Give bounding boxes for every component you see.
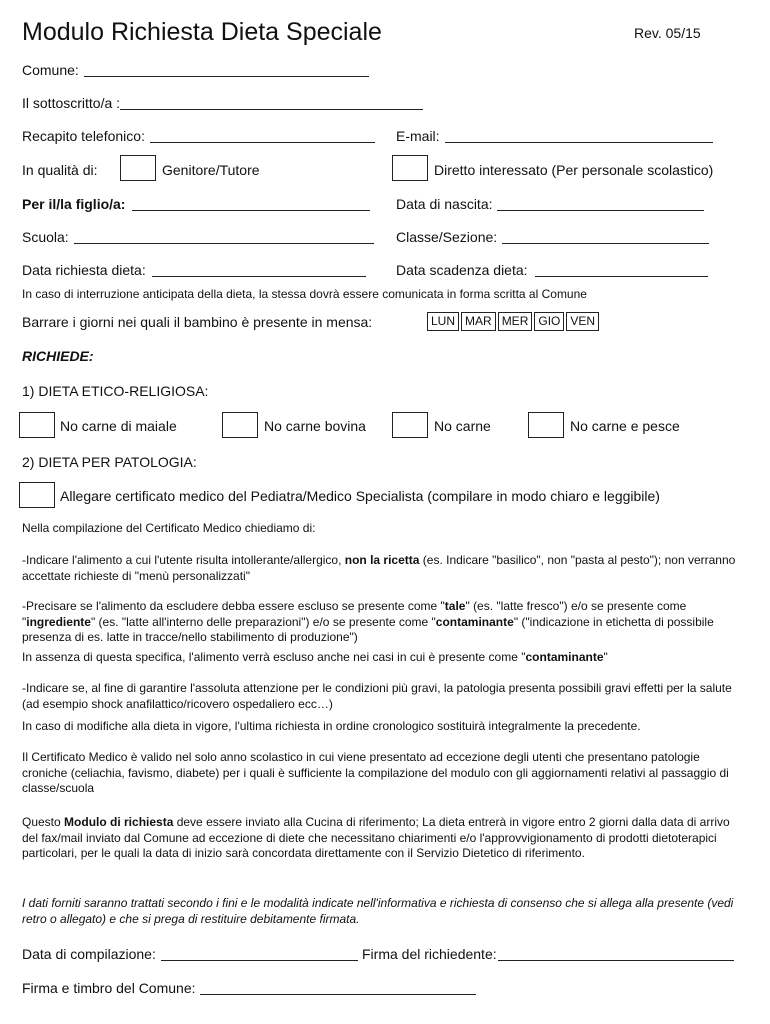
section2-title: 2) DIETA PER PATOLOGIA: bbox=[22, 454, 197, 470]
figlio-label: Per il/la figlio/a: bbox=[22, 196, 126, 212]
section1-title: 1) DIETA ETICO-RELIGIOSA: bbox=[22, 383, 209, 399]
mensa-label: Barrare i giorni nei quali il bambino è presente in mensa: bbox=[22, 314, 373, 330]
revision-label: Rev. 05/15 bbox=[634, 25, 701, 41]
no-maiale-label: No carne di maiale bbox=[60, 418, 177, 434]
nascita-field[interactable] bbox=[497, 210, 704, 211]
timbro-label: Firma e timbro del Comune: bbox=[22, 980, 196, 996]
scuola-field[interactable] bbox=[74, 243, 374, 244]
certificato-label: Allegare certificato medico del Pediatra/Medico Specialista (compilare in modo chiaro e leggibile) bbox=[60, 488, 660, 504]
no-carne-label: No carne bbox=[434, 418, 491, 434]
genitore-label: Genitore/Tutore bbox=[162, 162, 260, 178]
email-field[interactable] bbox=[445, 142, 713, 143]
no-bovina-checkbox[interactable] bbox=[222, 412, 258, 438]
richiesta-field[interactable] bbox=[152, 276, 366, 277]
certificato-checkbox[interactable] bbox=[19, 482, 55, 508]
email-label: E-mail: bbox=[396, 128, 440, 144]
scadenza-label: Data scadenza dieta: bbox=[396, 262, 528, 278]
instruction-modifiche: In caso di modifiche alla dieta in vigore, l'ultima richiesta in ordine cronologico sostituirà integralmente la precedente. bbox=[22, 719, 641, 733]
page-title: Modulo Richiesta Dieta Speciale bbox=[22, 18, 382, 46]
genitore-checkbox[interactable] bbox=[120, 155, 156, 181]
days-selector bbox=[427, 312, 601, 331]
comune-field[interactable] bbox=[84, 76, 369, 77]
classe-field[interactable] bbox=[502, 243, 709, 244]
no-maiale-checkbox[interactable] bbox=[19, 412, 55, 438]
instruction-validita: Il Certificato Medico è valido nel solo anno scolastico in cui viene presentato ad eccezione degli utenti che presentano patologie croniche (celiachia, favismo, diabete) per i quali è sufficiente la compilazione del modulo con gli aggiornamenti relativi al passaggio di classe/scuola bbox=[22, 750, 729, 795]
instruction-alimento: -Indicare l'alimento a cui l'utente risulta intollerante/allergico, non la ricetta (es. Indicare "basilico", non "pasta al pesto"); non verranno accettate richieste di "menù personalizzati" bbox=[22, 553, 736, 583]
day-mar[interactable]: MAR bbox=[461, 312, 496, 331]
firma-label: Firma del richiedente: bbox=[362, 946, 497, 962]
day-gio[interactable]: GIO bbox=[534, 312, 564, 331]
sottoscritto-field[interactable] bbox=[120, 109, 423, 110]
timbro-field[interactable] bbox=[200, 994, 476, 995]
sottoscritto-label: Il sottoscritto/a : bbox=[22, 95, 121, 111]
notice-text: In caso di interruzione anticipata della dieta, la stessa dovrà essere comunicata in forma scritta al Comune bbox=[22, 287, 587, 301]
no-carne-pesce-checkbox[interactable] bbox=[528, 412, 564, 438]
richiede-heading: RICHIEDE: bbox=[22, 348, 94, 364]
classe-label: Classe/Sezione: bbox=[396, 229, 498, 245]
no-carne-checkbox[interactable] bbox=[392, 412, 428, 438]
instructions-intro: Nella compilazione del Certificato Medico chiediamo di: bbox=[22, 521, 316, 535]
privacy-notice: I dati forniti saranno trattati secondo i fini e le modalità indicate nell'informativa e richiesta di consenso che si allega alla presente (vedi retro o allegato) e che si prega di restituire debitamente firmata. bbox=[22, 896, 734, 926]
diretto-checkbox[interactable] bbox=[392, 155, 428, 181]
richiesta-label: Data richiesta dieta: bbox=[22, 262, 146, 278]
scuola-label: Scuola: bbox=[22, 229, 69, 245]
recapito-label: Recapito telefonico: bbox=[22, 128, 145, 144]
figlio-field[interactable] bbox=[132, 210, 370, 211]
recapito-field[interactable] bbox=[150, 142, 375, 143]
firma-field[interactable] bbox=[498, 960, 734, 961]
no-bovina-label: No carne bovina bbox=[264, 418, 366, 434]
compilazione-label: Data di compilazione: bbox=[22, 946, 156, 962]
no-carne-pesce-label: No carne e pesce bbox=[570, 418, 680, 434]
day-ven[interactable]: VEN bbox=[566, 312, 599, 331]
day-mer[interactable]: MER bbox=[498, 312, 533, 331]
comune-label: Comune: bbox=[22, 62, 79, 78]
instruction-gravita: -Indicare se, al fine di garantire l'assoluta attenzione per le condizioni più gravi, la patologia presenta possibili gravi effetti per la salute (ad esempio shock anafilattico/ricovero ospedaliero ecc…) bbox=[22, 681, 732, 711]
day-lun[interactable]: LUN bbox=[427, 312, 459, 331]
diretto-label: Diretto interessato (Per personale scolastico) bbox=[434, 162, 714, 178]
scadenza-field[interactable] bbox=[535, 276, 708, 277]
nascita-label: Data di nascita: bbox=[396, 196, 493, 212]
instruction-invio: Questo Modulo di richiesta deve essere inviato alla Cucina di riferimento; La dieta entrerà in vigore entro 2 giorni dalla data di arrivo del fax/mail inviato dal Comune ad eccezione di diete che necessitano chiarimenti e/o l'approvvigionamento di prodotti dietoterapici particolari, per le quali la data di inizio sarà concordata direttamente con il Servizio Dietetico di riferimento. bbox=[22, 815, 730, 860]
compilazione-field[interactable] bbox=[161, 960, 358, 961]
instruction-assenza: In assenza di questa specifica, l'alimento verrà escluso anche nei casi in cui è presente come "contaminante" bbox=[22, 650, 608, 664]
qualita-label: In qualità di: bbox=[22, 162, 98, 178]
instruction-precisare: -Precisare se l'alimento da escludere debba essere escluso se presente come "tale" (es. "latte fresco") e/o se presente come "ingrediente" (es. "latte all'interno delle preparazioni") e/o se presente come "contaminante" ("indicazione in etichetta di possibile presenza di es. latte in tracce/nello stabilimento di produzione") bbox=[22, 599, 714, 644]
